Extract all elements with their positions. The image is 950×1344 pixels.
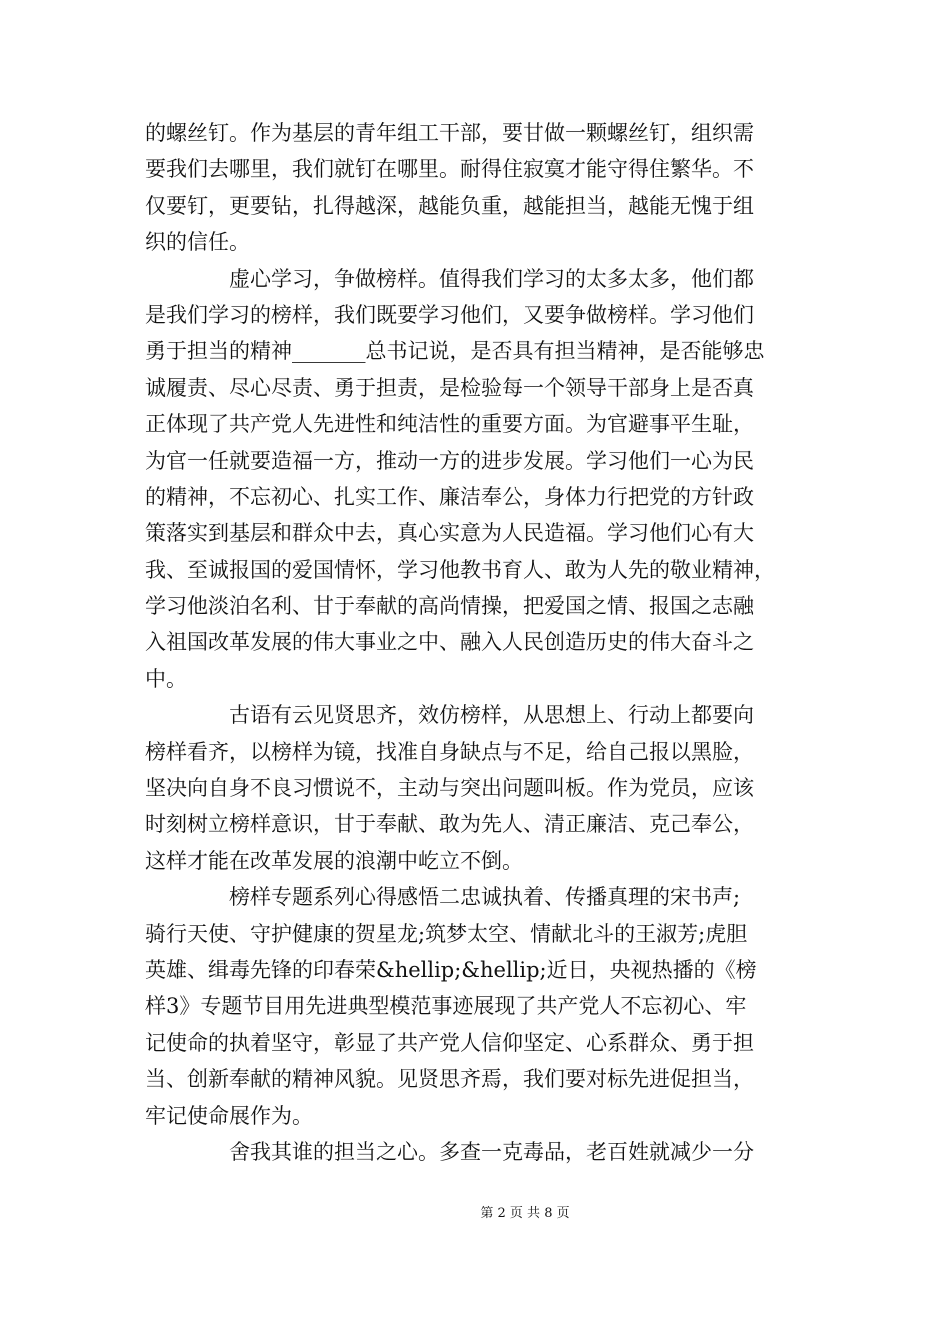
page-footer xyxy=(0,1206,950,1222)
text-line: 牢记使命展作为。 xyxy=(145,1103,313,1128)
text-line: 学习他淡泊名利、甘于奉献的高尚情操，把爱国之情、报国之志融 xyxy=(145,594,754,619)
text-line: 仅要钉，更要钻，扎得越深，越能负重，越能担当，越能无愧于组 xyxy=(145,193,754,218)
text-line: 榜样看齐，以榜样为镜，找准自身缺点与不足，给自己报以黑脸， xyxy=(145,739,754,764)
text-line: 是我们学习的榜样，我们既要学习他们，又要争做榜样。学习他们 xyxy=(145,302,754,327)
text-line: 样3》专题节目用先进典型模范事迹展现了共产党人不忘初心、牢 xyxy=(145,994,747,1019)
text-line: 榜样专题系列心得感悟二忠诚执着、传播真理的宋书声; xyxy=(145,885,741,910)
text-line: 古语有云见贤思齐，效仿榜样，从思想上、行动上都要向 xyxy=(145,703,754,728)
text-line: 勇于担当的精神_______总书记说，是否具有担当精神，是否能够忠 xyxy=(145,339,765,364)
text-line: 虚心学习，争做榜样。值得我们学习的太多太多，他们都 xyxy=(145,266,754,291)
text-line: 骑行天使、守护健康的贺星龙;筑梦太空、情献北斗的王淑芳;虎胆 xyxy=(145,921,748,946)
text-line: 诚履责、尽心尽责、勇于担责，是检验每一个领导干部身上是否真 xyxy=(145,375,754,400)
text-line: 坚决向自身不良习惯说不，主动与突出问题叫板。作为党员，应该 xyxy=(145,776,754,801)
document-body xyxy=(145,115,810,1170)
page-number: 第 2 页 共 8 页 xyxy=(480,1206,570,1221)
text-line: 正体现了共产党人先进性和纯洁性的重要方面。为官避事平生耻， xyxy=(145,412,754,437)
text-line: 的精神，不忘初心、扎实工作、廉洁奉公，身体力行把党的方针政 xyxy=(145,484,754,509)
text-line: 英雄、缉毒先锋的印春荣&hellip;&hellip;近日，央视热播的《榜 xyxy=(145,957,757,982)
text-line: 舍我其谁的担当之心。多查一克毒品，老百姓就减少一分 xyxy=(145,1139,754,1164)
text-line: 织的信任。 xyxy=(145,230,250,255)
text-line: 当、创新奉献的精神风貌。见贤思齐焉，我们要对标先进促担当， xyxy=(145,1067,754,1092)
text-line: 中。 xyxy=(145,666,187,691)
text-line: 这样才能在改革发展的浪潮中屹立不倒。 xyxy=(145,848,523,873)
text-line: 入祖国改革发展的伟大事业之中、融入人民创造历史的伟大奋斗之 xyxy=(145,630,754,655)
text-line: 时刻树立榜样意识，甘于奉献、敢为先人、清正廉洁、克己奉公， xyxy=(145,812,754,837)
text-line: 我、至诚报国的爱国情怀，学习他教书育人、敢为人先的敬业精神， xyxy=(145,557,775,582)
text-line: 为官一任就要造福一方，推动一方的进步发展。学习他们一心为民 xyxy=(145,448,754,473)
text-line: 记使命的执着坚守，彰显了共产党人信仰坚定、心系群众、勇于担 xyxy=(145,1030,754,1055)
text-line: 的螺丝钉。作为基层的青年组工干部，要甘做一颗螺丝钉，组织需 xyxy=(145,121,754,145)
text-line: 策落实到基层和群众中去，真心实意为人民造福。学习他们心有大 xyxy=(145,521,754,546)
text-line: 要我们去哪里，我们就钉在哪里。耐得住寂寞才能守得住繁华。不 xyxy=(145,157,754,182)
